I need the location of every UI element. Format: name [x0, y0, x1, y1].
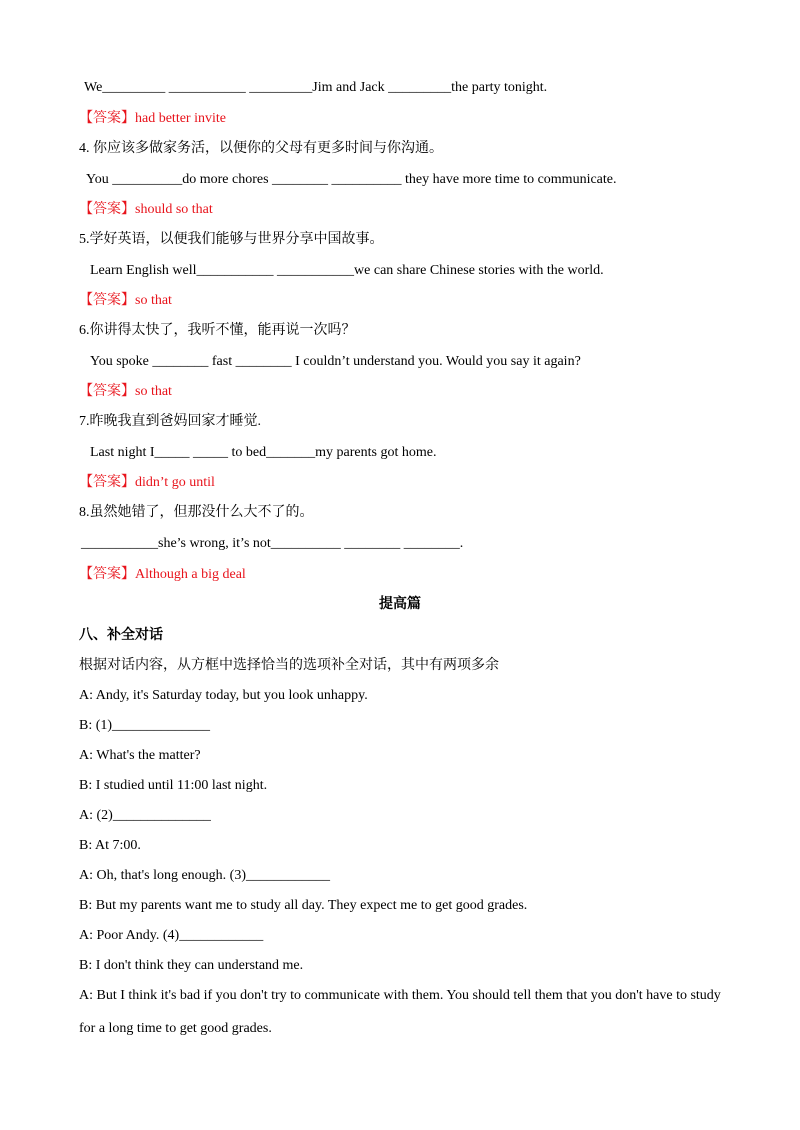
section-title: 八、补全对话 — [79, 628, 163, 643]
question-8-prompt: 8.虽然她错了，但那没什么大不了的。 — [79, 505, 314, 520]
dialogue-line: for a long time to get good grades. — [79, 1021, 272, 1036]
answer-4: 【答案】should so that — [79, 202, 213, 217]
dialogue-line: A: What's the matter? — [79, 748, 201, 763]
answer-5: 【答案】so that — [79, 293, 172, 308]
dialogue-line: A: But I think it's bad if you don't try to communicate with them. You should tell them that you don't have to study — [79, 988, 721, 1003]
question-5-prompt: 5.学好英语，以便我们能够与世界分享中国故事。 — [79, 232, 384, 247]
dialogue-line: B: But my parents want me to study all day. They expect me to get good grades. — [79, 898, 528, 913]
dialogue-line: A: Poor Andy. (4)____________ — [79, 928, 264, 943]
dialogue-line: A: Andy, it's Saturday today, but you look unhappy. — [79, 688, 368, 703]
question-7-sentence: Last night I_____ _____ to bed_______my parents got home. — [90, 445, 437, 460]
section-instructions: 根据对话内容，从方框中选择恰当的选项补全对话，其中有两项多余 — [79, 658, 499, 673]
dialogue-line: A: (2)______________ — [79, 808, 211, 823]
question-6-prompt: 6.你讲得太快了，我听不懂，能再说一次吗？ — [79, 323, 356, 338]
question-5-sentence: Learn English well___________ ___________we can share Chinese stories with the world. — [90, 263, 604, 278]
answer-8: 【答案】Although a big deal — [79, 567, 246, 582]
question-6-sentence: You spoke ________ fast ________ I couldn’t understand you. Would you say it again? — [90, 354, 581, 369]
dialogue-line: B: I don't think they can understand me. — [79, 958, 304, 973]
dialogue-line: B: At 7:00. — [79, 838, 141, 853]
dialogue-line: A: Oh, that's long enough. (3)____________ — [79, 868, 331, 883]
answer-7: 【答案】didn’t go until — [79, 475, 215, 490]
question-4-prompt: 4. 你应该多做家务活，以便你的父母有更多时间与你沟通。 — [79, 141, 443, 156]
question-8-sentence: ___________she’s wrong, it’s not__________ ________ ________. — [81, 536, 464, 551]
question-7-prompt: 7.昨晚我直到爸妈回家才睡觉. — [79, 414, 261, 429]
section-heading: 提高篇 — [379, 597, 421, 612]
answer-6: 【答案】so that — [79, 384, 172, 399]
dialogue-line: B: I studied until 11:00 last night. — [79, 778, 268, 793]
question-3-sentence: We_________ ___________ _________Jim and Jack _________the party tonight. — [84, 80, 548, 95]
dialogue-line: B: (1)______________ — [79, 718, 211, 733]
answer-3: 【答案】had better invite — [79, 111, 226, 126]
question-4-sentence: You __________do more chores ________ __________ they have more time to communicate. — [86, 172, 617, 187]
